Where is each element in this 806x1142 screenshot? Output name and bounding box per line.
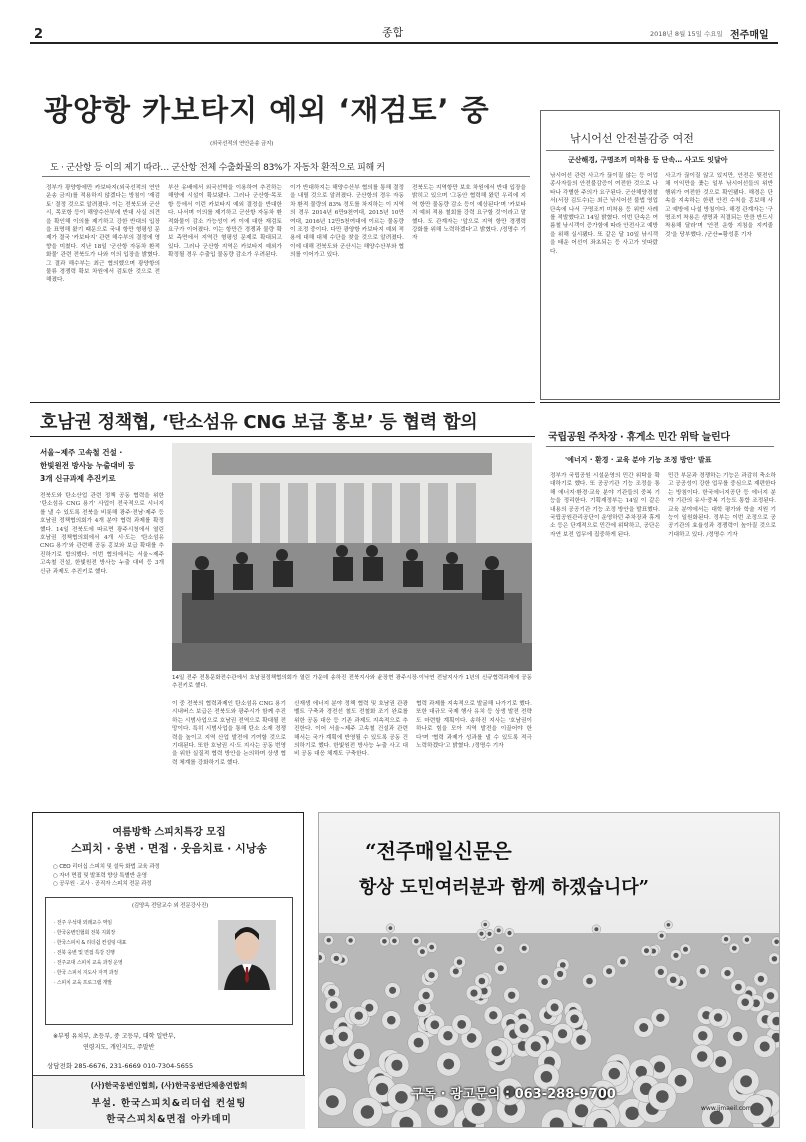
page-number: 2 bbox=[34, 27, 44, 42]
sunflower-center bbox=[735, 984, 742, 991]
section2-sidebar-title bbox=[40, 446, 162, 485]
sunflower-center bbox=[760, 1042, 770, 1052]
box2-column-1: 정부가 국립공원 시설운영의 민간 위탁을 확대하기로 했다. 또 공공기관 기능 조정을 통해 에너지·환경·교육 분야 기관들의 중복 기능을 정리한다. 기획재정부는 14일 이 같은 내용의 공공기관 기능 조정 방안을 발표했다. 국립공원관리공단이 운영하던 주차장과 휴게소 등은 단계적으로 민간에 위탁하고, 공단은 자연 보전 업무에 집중하게 된다. bbox=[550, 473, 660, 538]
sunflower-center bbox=[354, 1049, 364, 1059]
sunflower-center bbox=[656, 1090, 669, 1103]
sunflower-center bbox=[594, 927, 598, 931]
lead-column-4: 전북도는 지역항만 보호 차원에서 반대 입장을 밝히고 있으며 '그동안 협력해 왔던 우리에 지역 항만 물동량 감소 등이 예상된다'며 '카보타지 예외 적용 철회를 강력 요구할 것'이라고 말했다. 도 관계자는 '앞으로 지역 항만 경쟁력 강화를 위해 노력하겠다'고 밝혔다. /정명수 기자 bbox=[412, 185, 526, 242]
sunflower-center bbox=[420, 949, 425, 954]
section2-column-b: 신재생 에너지 분야 정책 협력 및 호남권 관광벨트 구축과 경전선 철도 전철화 조기 완료를 위한 공동 대응 등 기존 과제도 지속적으로 추진한다. 이어 서울~제주 고속철 건설과 관련해서는 국가 계획에 반영될 수 있도록 공동 건의하기로 했다. 한빛원전 방사능 누출 사고 대비 공동 대응 체계도 구축한다. bbox=[294, 701, 408, 758]
meeting-photo-drawing bbox=[172, 443, 532, 671]
sunflower-center bbox=[414, 939, 419, 944]
sunflower-center bbox=[522, 946, 527, 951]
sunflower-center bbox=[745, 938, 749, 942]
promo-ad-line1: “전주매일신문은 bbox=[365, 839, 512, 863]
promo-ad-line2: 항상 도민여러분과 함께 하겠습니다” bbox=[359, 877, 649, 898]
speech-ad-teachers bbox=[53, 1031, 293, 1053]
sunflower-center bbox=[507, 931, 511, 935]
instructor-list bbox=[54, 918, 204, 988]
section2-column-c: 협력 과제를 지속적으로 발굴해 나가기로 했다. 또한 대규모 국제 행사 유치 등 상생 발전 전략도 마련할 계획이다. 송하진 지사는 '호남권이 하나로 힘을 모아 지역 발전을 이끌어야 한다'며 '협력 과제가 성과를 낼 수 있도록 적극 노력하겠다'고 밝혔다. /정명수 기자 bbox=[416, 701, 532, 750]
sunflower-center bbox=[483, 923, 487, 927]
sunflower-center bbox=[698, 1031, 707, 1040]
sunflower-center bbox=[741, 999, 749, 1007]
sunflower-center bbox=[520, 1024, 529, 1033]
sunflower-center bbox=[575, 1104, 588, 1117]
speech-ad-instructor-box bbox=[45, 897, 293, 1025]
speech-ad-line2: 한국스피치&면접 아카데미 bbox=[106, 1114, 232, 1125]
sunflower-center bbox=[675, 1075, 687, 1087]
sunflower-center bbox=[673, 953, 678, 958]
sunflower-center bbox=[774, 940, 779, 945]
box2-title: 국립공원 주차장 · 휴게소 민간 위탁 늘린다 bbox=[548, 432, 730, 443]
sunflower-center bbox=[387, 1016, 396, 1025]
sunflower-center bbox=[557, 971, 563, 977]
sunflower-center bbox=[479, 932, 483, 936]
sunflower-center bbox=[414, 1038, 424, 1048]
sunflower-center bbox=[606, 968, 612, 974]
sunflower-center bbox=[724, 970, 730, 976]
sunflower-center bbox=[443, 1031, 452, 1040]
box1-title: 낚시어선 안전불감증 여전 bbox=[570, 132, 694, 145]
sunflower-center bbox=[639, 1023, 648, 1032]
sunflower-center bbox=[355, 1012, 363, 1020]
list-item: · 스피치 교육 프로그램 개발 bbox=[54, 980, 112, 986]
speech-ad-line1: 부설. 한국스피치&리더쉽 컨설팅 bbox=[91, 1098, 247, 1109]
sunflower-center bbox=[732, 946, 737, 951]
teacher-line-2: 연령지도, 개인지도, 주말반 bbox=[83, 1044, 155, 1051]
speech-ad bbox=[32, 812, 304, 1128]
sunflower-center bbox=[710, 1111, 724, 1125]
sunflower-center bbox=[658, 969, 664, 975]
teacher-line-1: ※부평 유치부, 초등부, 중 고등부, 대학 일반부, bbox=[53, 1033, 176, 1040]
sunflower-center bbox=[348, 938, 352, 942]
sunflower-center bbox=[667, 923, 671, 927]
list-item: · 한국스피치 & 리더쉽 컨설팅 대표 bbox=[54, 940, 127, 946]
speech-ad-title: 여름방학 스피치특강 모집 bbox=[112, 827, 226, 838]
sunflower-center bbox=[443, 1059, 454, 1070]
list-item: · 한국웅변인협회 전북 지회장 bbox=[54, 930, 116, 936]
promo-ad-phone: 구독 · 광고문의 : 063-288-9700 bbox=[411, 1087, 616, 1102]
box1-column-2: 사고가 끊이질 않고 있지만, 안전은 뒷전인 채 이익만을 좇는 일부 낚시어선들의 위반 행위가 여전한 것으로 확인됐다. 해경은 단속을 지속하는 한편 안전 수칙을 홍보해 사고 예방에 나설 방침이다. 해경 관계자는 '구명조끼 착용은 생명과 직결되는 만큼 반드시 착용해 달라'며 '안전 운항 지침을 지켜줄 것'을 당부했다. /군산=황성훈 기자 bbox=[665, 173, 773, 238]
sunflower-center bbox=[328, 989, 335, 996]
note-1: ○ CEO 리더십 스피치 및 설득 화법 교육 과정 bbox=[53, 864, 160, 870]
instructor-box-title: (김양옥 전담교수 외 전문강사진) bbox=[131, 903, 209, 909]
lead-caption: (외국선적의 연안운송 금지) bbox=[210, 141, 274, 147]
speech-ad-notes bbox=[53, 863, 293, 889]
sunflower-center bbox=[772, 956, 777, 961]
sunflower-center bbox=[457, 1020, 466, 1029]
instructor-portrait bbox=[218, 920, 276, 990]
promo-ad-url: www.jjmaeil.com bbox=[701, 1105, 752, 1112]
section2-headline: 호남권 정책협, ‘탄소섬유 CNG 보급 홍보’ 등 협력 합의 bbox=[40, 412, 478, 433]
sunflower-center bbox=[467, 1033, 477, 1043]
box1-subtitle: 군산해경, 구명조끼 미착용 등 단속… 사고도 잇달아 bbox=[568, 156, 728, 164]
sidebar-line-3: 3개 신규과제 추진키로 bbox=[40, 474, 116, 483]
paper-name: 전주매일 bbox=[730, 30, 769, 41]
sunflower-center bbox=[327, 938, 331, 942]
sunflower-center bbox=[767, 992, 774, 999]
sunflower-center bbox=[334, 956, 339, 961]
sunflower-center bbox=[472, 1103, 485, 1116]
sunflower-center bbox=[714, 1013, 722, 1021]
sunflower-center bbox=[389, 926, 393, 930]
sunflower-center bbox=[700, 968, 706, 974]
sunflower-center bbox=[586, 978, 593, 985]
sunflower-center bbox=[457, 959, 463, 965]
sunflower-center bbox=[620, 959, 626, 965]
lead-subhead: 도 · 군산항 등 이의 제기 따라… 군산항 전체 수출화물의 83%가 자동차 환적으로 피해 커 bbox=[50, 163, 385, 173]
sunflower-center bbox=[508, 992, 515, 999]
lead-headline: 광양항 카보타지 예외 ‘재검토’ 중 bbox=[44, 93, 490, 127]
sunflower-center bbox=[644, 948, 649, 953]
photo-caption: 14일 전주 전통문화전수관에서 호남권정책협의회가 열린 가운데 송하진 전북지사와 윤장현 광주시장·이낙연 전남지사가 1년의 신규협력과제에 공동 추진키로 했다. bbox=[172, 675, 532, 689]
speech-ad-contact: 상담전화 285-6676, 231-6669 010-7304-5655 bbox=[47, 1062, 194, 1070]
sunflower-center bbox=[435, 1105, 448, 1118]
speech-ad-org: (사)한국웅변인협회, (사)한국웅변단체총연합회 bbox=[90, 1081, 248, 1090]
sunflower-center bbox=[470, 990, 477, 997]
sunflower-center bbox=[576, 1035, 586, 1045]
lead-column-3: 이가 반대하지는 해양수산부 협의를 통해 결정을 내릴 것으로 알려졌다. 군산항의 경우 자동차 환적 물량의 83% 정도를 차지하는 이 지역의 경우 2014년 6만9천여대, 2015년 10만여대, 2016년 12만5천여대에 이르는 물동량이 조정 중이다. 다만 광양항 카보타지 예외 적용에 대해 대체 수단을 찾을 것으로 알려졌다. 이에 대해 전북도와 군산시는 해양수산부와 협의를 이어가고 있다. bbox=[290, 185, 404, 259]
sunflower-center bbox=[531, 1041, 541, 1051]
sunflower-center bbox=[498, 965, 504, 971]
sunflower-center bbox=[715, 1056, 726, 1067]
sunflower-center bbox=[361, 1105, 374, 1118]
sunflower-center bbox=[670, 977, 677, 984]
sunflower-center bbox=[733, 1032, 742, 1041]
sunflower-center bbox=[551, 1003, 559, 1011]
box1-column-1: 낚시어선 관련 사고가 끊이질 않는 등 어업종사자들의 안전불감증이 여전한 것으로 나타나 각별한 주의가 요구된다. 군산해양경찰서(서장 김도수)는 최근 낚시어선 불법 영업 단속에 나서 구명조끼 미착용 등 위반 사례를 적발했다고 14일 밝혔다. 이번 단속은 여름철 낚시객이 증가함에 따라 안전사고 예방을 위해 실시됐다. 또 같은 달 10일 낚시객을 태운 어선이 좌초되는 등 사고가 잇따랐다. bbox=[550, 173, 658, 255]
note-3: ○ 공무원 · 교사 · 공직자 스피치 전문 과정 bbox=[53, 881, 152, 888]
sunflower-center bbox=[389, 987, 396, 994]
sunflower-center bbox=[683, 947, 688, 952]
sunflower-center bbox=[724, 937, 728, 941]
section-label: 종합 bbox=[382, 26, 404, 39]
list-item: · 한국 스피치 지도사 자격 과정 bbox=[54, 970, 118, 976]
sunflower-center bbox=[654, 1062, 665, 1073]
sunflower-center bbox=[392, 939, 397, 944]
lead-column-2: 부산 유배에서 외국선박을 이용하여 추진하는 해양에 시설이 확보됐다. 그러나 군산항·목포항 등에서 이런 카보타지 예외 결정을 반대한다. 나서며 이의를 제기하고 군산항 자동차 환적화물이 감소 가능성이 커 이에 대한 재검토 요구가 이어졌다. 이는 항만간 경쟁과 물량 확보 측면에서 지역간 형평성 문제로 확대되고 있다. 그러나 군산항 지역은 카보타지 예외가 확정될 경우 수출입 물동량 감소가 우려된다. bbox=[168, 185, 282, 259]
sunflower-center bbox=[758, 976, 764, 982]
sunflower-center bbox=[430, 1020, 439, 1029]
list-item: · 전북 웅변 및 면접 특강 진행 bbox=[54, 950, 115, 956]
sunflower-center bbox=[326, 1095, 339, 1108]
list-item: · 전주교대 스피치 교육 과정 운영 bbox=[54, 960, 123, 966]
sunflower-center bbox=[750, 1103, 763, 1116]
section2-side-body: 전북도와 탄소산업 관련 정책 공동 협력을 위한 '탄소섬유 CNG 용기' 사업이 전국적으로 시너지를 낼 수 있도록 전북을 비롯해 광주·전남·제주 등 호남권 정책협의회가 4개 분야 협력 과제를 확정했다. 14일 전북도에 따르면 광주시청에서 열린 호남권 정책협의회에서 4개 시·도는 '탄소섬유 CNG 용기'와 관련해 공동 홍보와 보급 확대를 추진하기로 합의했다. 이번 협의에서는 서울~제주 고속철 건설, 한빛원전 방사능 누출 대비 등 3개 신규 과제도 추진키로 했다. bbox=[40, 493, 164, 575]
sunflower-center bbox=[660, 934, 664, 938]
sunflower-center bbox=[418, 1004, 426, 1012]
sunflower-center bbox=[376, 1083, 388, 1095]
sunflower-center bbox=[558, 1029, 567, 1038]
sunflower-center bbox=[453, 968, 459, 974]
meeting-photo bbox=[172, 443, 532, 671]
sunflower-center bbox=[479, 978, 486, 985]
sunflower-center bbox=[497, 947, 502, 952]
section2-column-a: 이 중 전북의 협력과제인 탄소섬유 CNG 용기 시내버스 보급은 전북도와 광주시가 함께 추진하는 시범사업으로 호남권 전역으로 확대될 전망이다. 특히 시범사업을 통해 탄소 소재 경쟁력을 높이고 지역 산업 발전에 기여할 것으로 기대된다. 또한 호남권 시·도 지사는 공동 번영을 위한 실질적 협력 방안을 논의하며 상생 협력 체계를 강화하기로 했다. bbox=[172, 701, 286, 766]
sunflower-center bbox=[570, 1015, 579, 1024]
list-item: · 전주 우석대 외래교수 역임 bbox=[54, 920, 112, 926]
portrait-drawing bbox=[218, 920, 276, 990]
sunflower-center bbox=[656, 1014, 664, 1022]
sunflower-center bbox=[497, 928, 501, 932]
sunflower-center bbox=[541, 1071, 553, 1083]
sunflower-center bbox=[487, 932, 491, 936]
sunflower-center bbox=[697, 1051, 707, 1061]
box2-column-2: 민간 부문과 경쟁하는 기능은 과감히 축소하고 공공성이 강한 업무를 중심으로 재편한다는 방침이다. 한국에너지공단 등 에너지 분야 기관의 유사·중복 기능도 통합 조정된다. 교육 분야에서는 대학 평가와 학술 지원 기능이 일원화된다. 정부는 이번 조정으로 공공기관의 효율성과 경쟁력이 높아질 것으로 기대하고 있다. /정명수 기자 bbox=[668, 473, 776, 538]
lead-column-1: 정부가 광양항에만 카보타지(외국선적의 연안운송 금지)를 적용하지 않겠다는 방침이 '재검토' 결정 것으로 알려졌다. 이는 전북도와 군산시, 목포항 등이 해양수산부에 반대 사실 의견을 확인해 이의를 제기하고 강한 반대의 입장을 표명해 왔기 때문으로 국내 항만 형평성 문제가 결국 '카보타지' 관련 해수부의 결정에 영향을 미쳤다. 지난 18일 '군산항 자동차 환적화물' 관련 전북도가 나와 이의 입장을 밝혔다. 그 결과 해수부는 최근 협의했으며 광양항의 물류 경쟁력 확보 차원에서 검토한 것으로 전해졌다. bbox=[46, 185, 160, 284]
sunflower-center bbox=[422, 992, 429, 999]
sunflower-center bbox=[395, 1091, 408, 1104]
sunflower-center bbox=[339, 1032, 348, 1041]
sunflower-center bbox=[541, 978, 548, 985]
sunflower-center bbox=[429, 945, 434, 950]
sunflower-center bbox=[626, 1107, 639, 1120]
speech-ad-footer bbox=[33, 1075, 305, 1129]
note-2: ○ 자녀 면접 및 발표력 향상 특별반 운영 bbox=[53, 872, 147, 879]
promo-ad bbox=[318, 812, 780, 1128]
sidebar-line-2: 한빛원전 방사능 누출대비 등 bbox=[40, 461, 135, 470]
sunflower-center bbox=[609, 1068, 620, 1079]
sunflower-center bbox=[391, 1060, 402, 1071]
sunflower-center bbox=[330, 1001, 338, 1009]
sidebar-line-1: 서울~제주 고속철 건설 · bbox=[40, 448, 123, 457]
speech-ad-course: 스피치 · 웅변 · 면접 · 웃음치료 · 시낭송 bbox=[70, 842, 268, 855]
issue-date: 2018년 8월 15일 수요일 bbox=[650, 30, 723, 38]
sunflower-center bbox=[429, 972, 435, 978]
sunflower-center bbox=[382, 939, 387, 944]
sunflower-center bbox=[489, 1011, 497, 1019]
sunflower-center bbox=[491, 1046, 501, 1056]
header-rule bbox=[30, 42, 778, 44]
box2-subtitle: '에너지 · 환경 · 교육 분야 기능 조정 방안' 발표 bbox=[565, 456, 712, 464]
sunflower-center bbox=[740, 1075, 752, 1087]
